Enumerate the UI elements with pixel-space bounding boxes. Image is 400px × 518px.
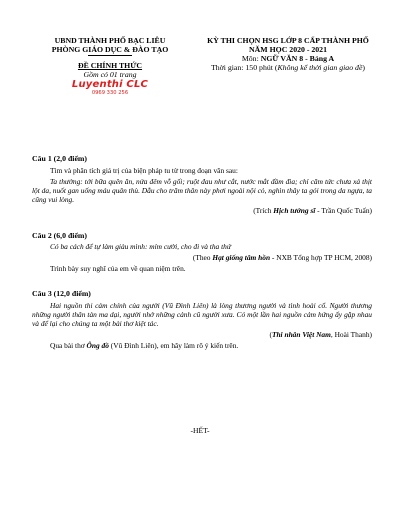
- city-committee: UBND THÀNH PHỐ BẠC LIÊU: [54, 36, 166, 45]
- school-year: NĂM HỌC 2020 - 2021: [249, 45, 327, 55]
- q1-src-rest: - Trần Quốc Tuấn): [315, 205, 372, 215]
- document-header: [0, 36, 400, 98]
- q3-src-title: Thi nhân Việt Nam: [271, 329, 331, 339]
- question-2-source: [32, 253, 372, 262]
- exam-content: [32, 154, 372, 366]
- header-right: [198, 36, 378, 72]
- question-3-title: Câu 3 (12,0 điểm): [32, 289, 91, 299]
- q3-prompt-open: Qua bài thơ: [50, 340, 87, 350]
- header-left: [30, 36, 190, 96]
- question-1-prompt: Tìm và phân tích giá trị của biện pháp tu từ trong đoạn văn sau:: [50, 165, 238, 175]
- q2-src-rest: - NXB Tổng hợp TP HCM, 2008): [270, 253, 372, 263]
- subject: NGỮ VĂN 8 - Bảng A: [260, 54, 335, 64]
- time-suffix: ): [362, 63, 366, 73]
- q3-src-rest: , Hoài Thanh): [330, 329, 372, 339]
- q2-src-title: Hạt giống tâm hồn: [212, 253, 271, 263]
- question-1: [32, 154, 372, 215]
- stamp-phone: 0969 330 256: [91, 89, 129, 96]
- question-1-quote: Ta thường: tới bữa quên ăn, nửa đêm vỗ gối; ruột đau như cắt, nước mắt đầm đìa; chỉ căm tức chưa xả thịt lột da, nuốt gan uống máu quân thù. Dẫu cho trăm thân này phơi ngoài nội cỏ, nghìn thây ta gói trong da ngựa, ta cũng vui lòng.: [32, 176, 372, 204]
- question-2-prompt: Trình bày suy nghĩ của em về quan niệm trên.: [50, 264, 186, 274]
- header-left-rule: [88, 55, 132, 56]
- time-line: [198, 63, 378, 72]
- q1-src-open: (Trích: [253, 205, 274, 215]
- q3-prompt-rest: (Vũ Đình Liên), em hãy làm rõ ý kiến trên.: [108, 340, 239, 350]
- stamp-name: Luyenthi CLC: [71, 79, 149, 91]
- q2-src-open: (Theo: [192, 253, 213, 263]
- page-count: Gồm có 01 trang: [83, 70, 137, 80]
- time-note: Không kể thời gian giao đề: [277, 63, 363, 73]
- question-3-quote: Hai nguồn thi cảm chính của người (Vũ Đình Liên) là lòng thương người và tình hoài cổ. Người thương những người thân tàn ma dại, người nhớ những cảnh cũ người xưa. Có một lần hai nguồn cảm hứng ấy gặp nhau và để lại cho chúng ta một bài thơ kiệt tác.: [32, 300, 372, 328]
- question-2: [32, 231, 372, 274]
- subject-prefix: Môn:: [241, 54, 261, 64]
- question-3-prompt: [32, 341, 372, 350]
- question-1-source: [32, 206, 372, 215]
- official-label: ĐỀ CHÍNH THỨC: [77, 61, 143, 71]
- watermark-stamp: [72, 80, 148, 96]
- education-department: PHÒNG GIÁO DỤC & ĐÀO TẠO: [51, 45, 169, 55]
- q1-src-title: Hịch tướng sĩ: [273, 205, 316, 215]
- question-1-title: Câu 1 (2,0 điểm): [32, 154, 88, 163]
- subject-line: [198, 54, 378, 63]
- question-3-source: [32, 330, 372, 339]
- q3-prompt-title: Ông đồ: [86, 340, 109, 350]
- end-marker: -HẾT-: [190, 426, 210, 435]
- question-3: [32, 289, 372, 350]
- time-prefix: Thời gian: 150 phút (: [210, 63, 278, 73]
- question-2-title: Câu 2 (6,0 điểm): [32, 230, 88, 240]
- q3-src-open: (: [269, 329, 272, 339]
- question-2-quote: Có ba cách để tự làm giàu mình: mỉm cười, cho đi và tha thứ: [50, 242, 231, 252]
- exam-title: KỲ THI CHỌN HSG LỚP 8 CẤP THÀNH PHỐ: [207, 36, 369, 45]
